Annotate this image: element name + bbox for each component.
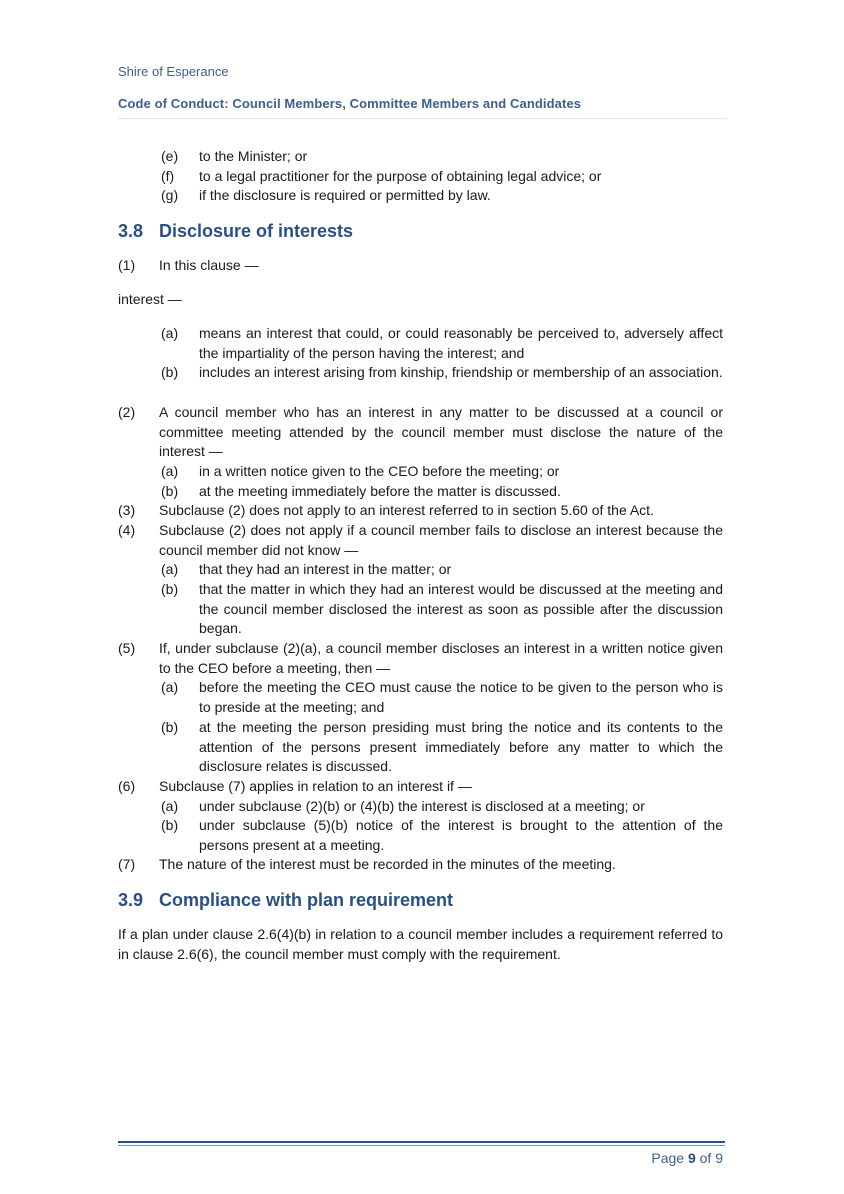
- item-text: at the meeting immediately before the matter is discussed.: [199, 483, 561, 499]
- section-heading-3-9: [118, 890, 453, 911]
- item-text: at the meeting the person presiding must bring the notice and its contents to the attention of the persons present immediately before any matter to which the disclosure relates is discussed.: [199, 719, 723, 775]
- header-divider: [118, 118, 726, 119]
- item-text: under subclause (5)(b) notice of the interest is brought to the attention of the persons present at a meeting.: [199, 817, 723, 853]
- page-total: of 9: [699, 1150, 723, 1166]
- section-heading-3-8: [118, 221, 353, 242]
- item-marker: (b): [161, 483, 179, 499]
- section-3-9-body: If a plan under clause 2.6(4)(b) in relation to a council member includes a requirement referred to in clause 2.6(6), the council member must comply with the requirement.: [118, 926, 723, 962]
- subclause-marker: (2): [118, 404, 136, 420]
- subclause-text: Subclause (2) does not apply to an interest referred to in section 5.60 of the Act.: [159, 502, 654, 518]
- item-text: to a legal practitioner for the purpose of obtaining legal advice; or: [199, 168, 602, 184]
- subclause-marker: (1): [118, 257, 136, 273]
- item-text: under subclause (2)(b) or (4)(b) the interest is disclosed at a meeting; or: [199, 798, 645, 814]
- page-number: [651, 1150, 723, 1166]
- current-page: 9: [687, 1150, 696, 1166]
- item-text: means an interest that could, or could reasonably be perceived to, adversely affect the impartiality of the person having the interest; and: [199, 325, 723, 361]
- page-prefix: Page: [651, 1150, 685, 1166]
- item-marker: (a): [161, 463, 179, 479]
- subclause-marker: (4): [118, 522, 136, 538]
- item-marker: (b): [161, 719, 179, 735]
- subclause-text: If, under subclause (2)(a), a council member discloses an interest in a written notice given to the CEO before a meeting, then —: [159, 640, 723, 676]
- subclause-marker: (6): [118, 778, 136, 794]
- item-marker: (a): [161, 561, 179, 577]
- item-marker: (a): [161, 679, 179, 695]
- document-title: Code of Conduct: Council Members, Committee Members and Candidates: [118, 96, 582, 111]
- subclause-text: Subclause (7) applies in relation to an interest if —: [159, 778, 472, 794]
- item-text: in a written notice given to the CEO before the meeting; or: [199, 463, 560, 479]
- footer-rule: [118, 1141, 725, 1143]
- item-marker: (e): [161, 148, 179, 164]
- footer-rule-thin: [118, 1145, 725, 1146]
- item-marker: (g): [161, 187, 179, 203]
- section-title: Disclosure of interests: [159, 221, 354, 241]
- subclause-text: In this clause —: [159, 257, 259, 273]
- item-marker: (b): [161, 817, 179, 833]
- item-text: that they had an interest in the matter; or: [199, 561, 452, 577]
- item-marker: (a): [161, 798, 179, 814]
- item-text: if the disclosure is required or permitted by law.: [199, 187, 491, 203]
- subclause-text: A council member who has an interest in any matter to be discussed at a council or committee meeting attended by the council member must disclose the nature of the interest —: [159, 404, 723, 460]
- subclause-marker: (3): [118, 502, 136, 518]
- item-marker: (b): [161, 364, 179, 380]
- item-text: before the meeting the CEO must cause the notice to be given to the person who is to preside at the meeting; and: [199, 679, 723, 715]
- item-marker: (b): [161, 581, 179, 597]
- definition-term: interest —: [118, 291, 182, 307]
- item-marker: (a): [161, 325, 179, 341]
- section-number: 3.9: [118, 890, 144, 910]
- item-text: that the matter in which they had an interest would be discussed at the meeting and the council member disclosed the interest as soon as possible after the discussion began.: [199, 581, 723, 637]
- subclause-marker: (7): [118, 856, 136, 872]
- item-marker: (f): [161, 168, 175, 184]
- section-number: 3.8: [118, 221, 144, 241]
- item-text: includes an interest arising from kinship, friendship or membership of an association.: [199, 364, 723, 380]
- section-title: Compliance with plan requirement: [159, 890, 454, 910]
- subclause-text: Subclause (2) does not apply if a council member fails to disclose an interest because the council member did not know —: [159, 522, 723, 558]
- subclause-text: The nature of the interest must be recorded in the minutes of the meeting.: [159, 856, 616, 872]
- item-text: to the Minister; or: [199, 148, 308, 164]
- organisation-name: Shire of Esperance: [118, 64, 229, 79]
- subclause-marker: (5): [118, 640, 136, 656]
